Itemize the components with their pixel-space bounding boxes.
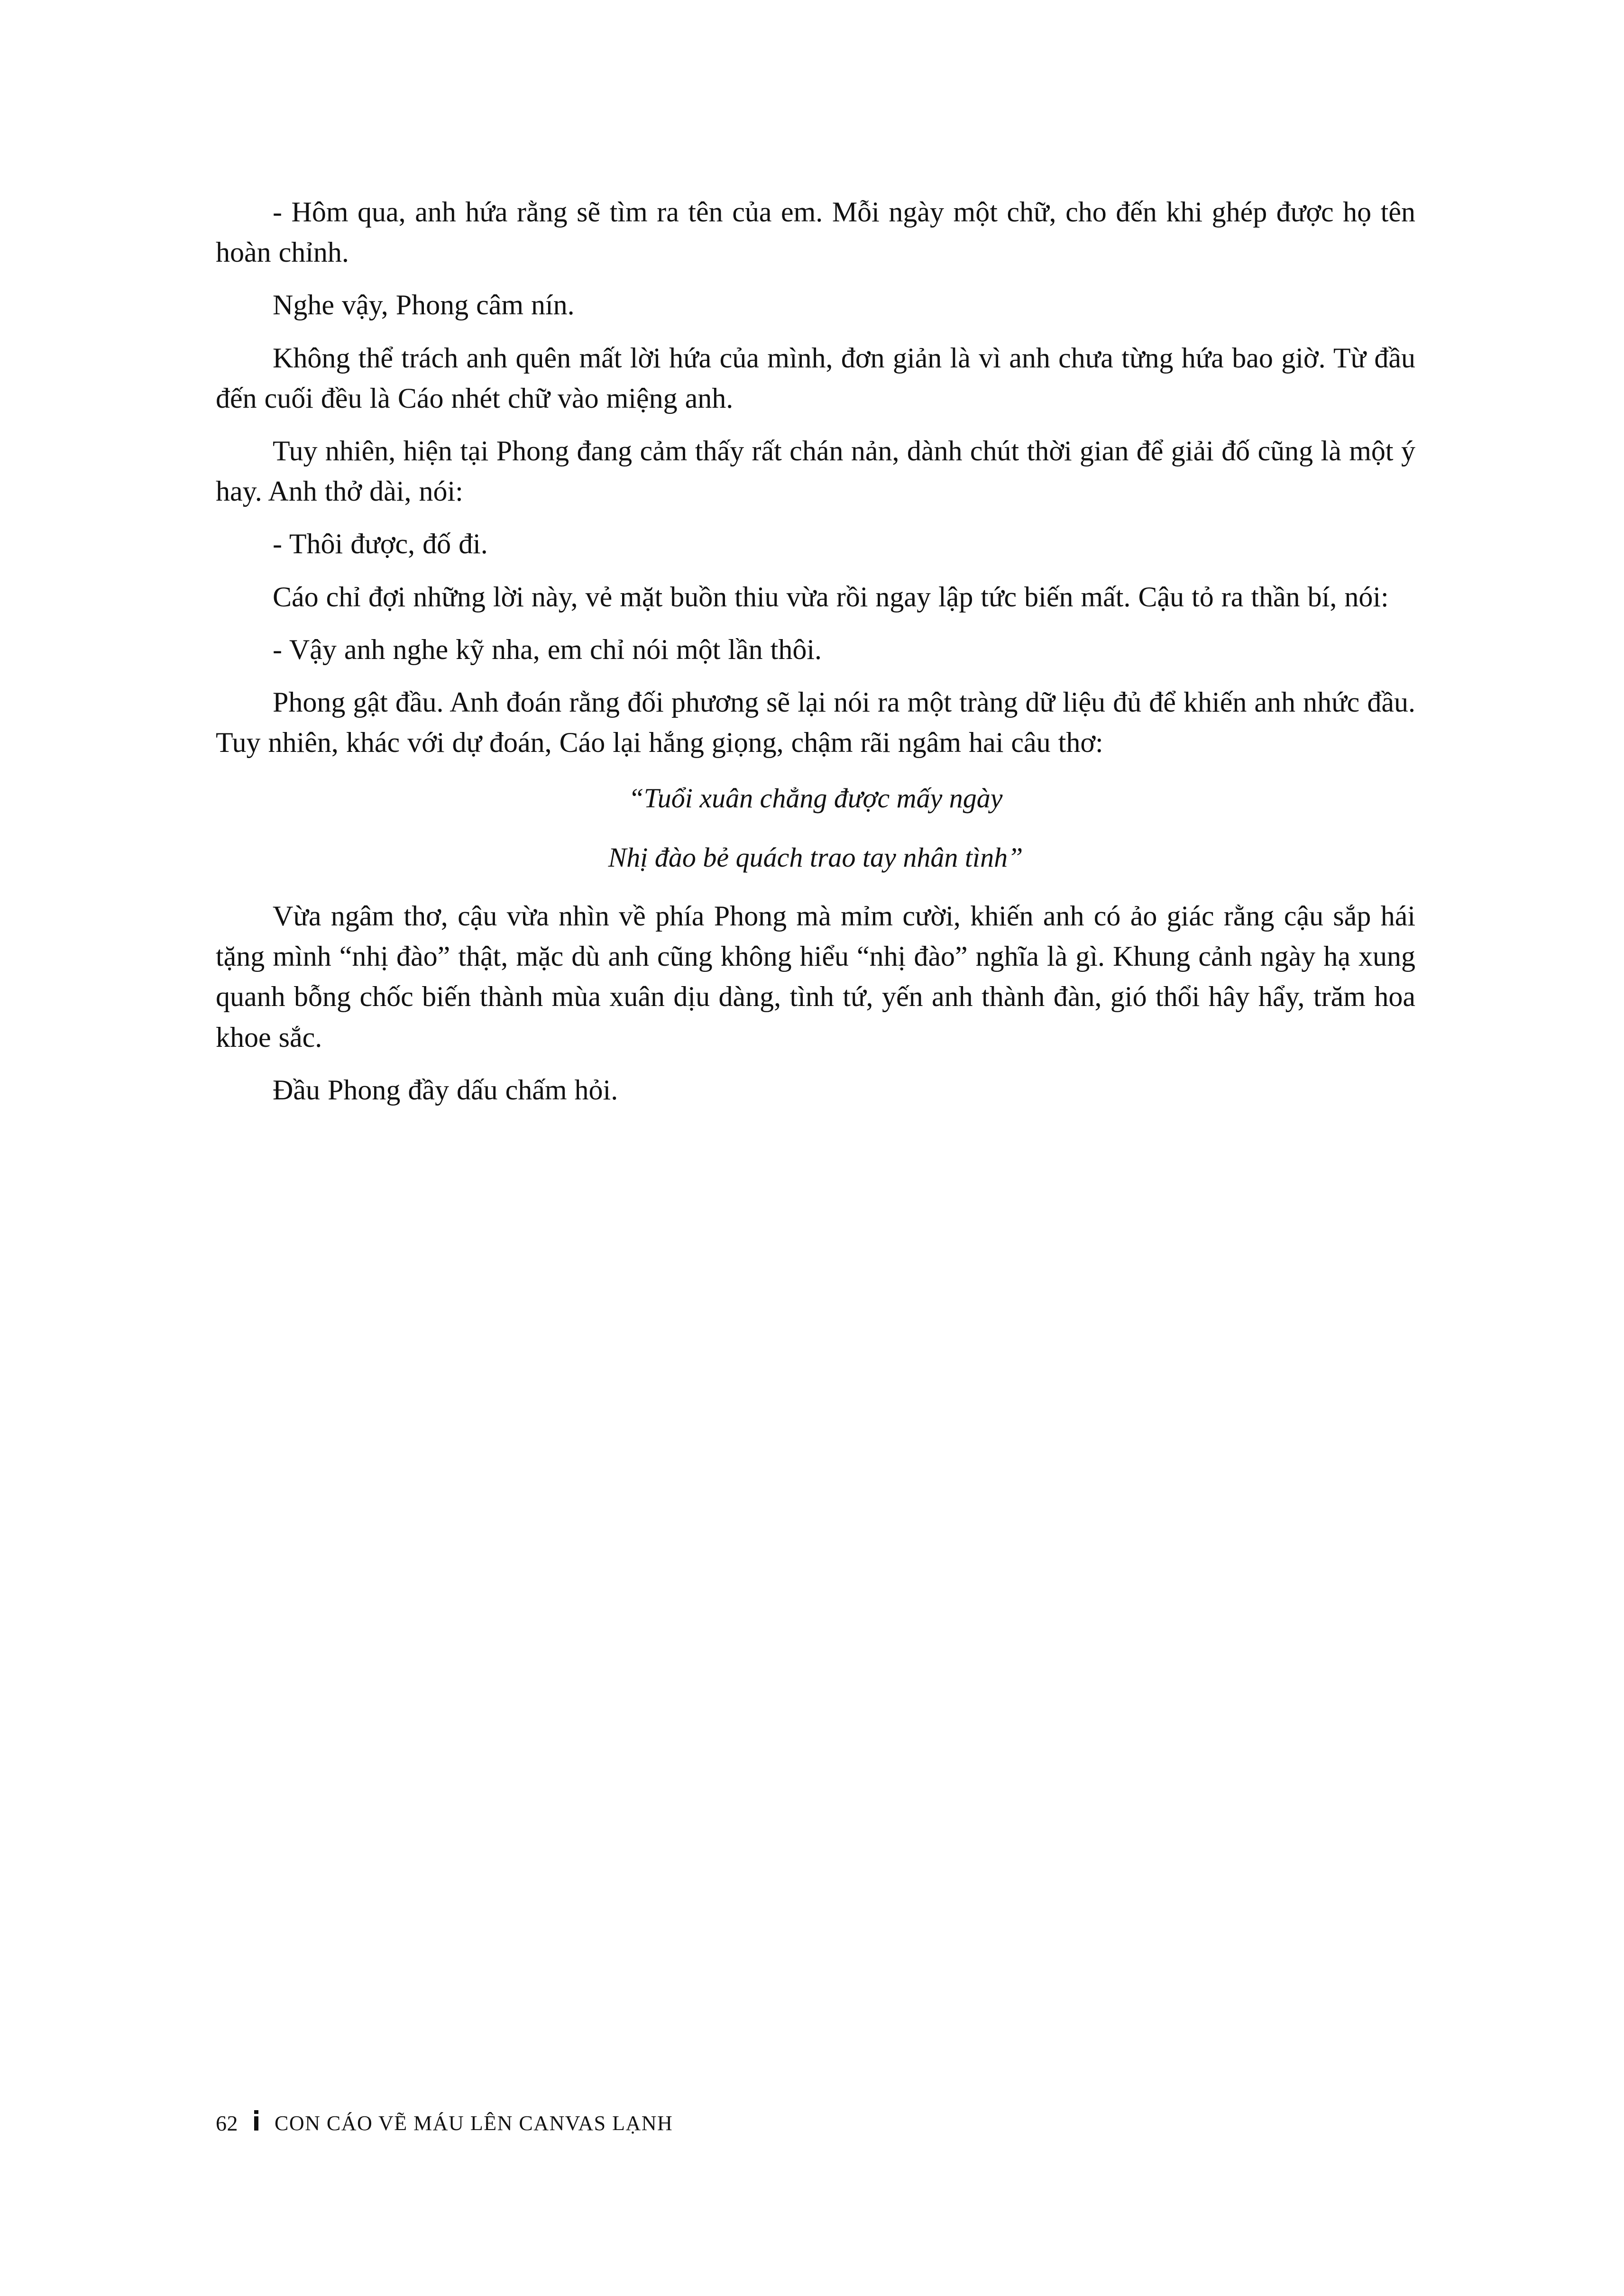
paragraph: Không thể trách anh quên mất lời hứa của mình, đơn giản là vì anh chưa từng hứa bao giờ. Từ đầu đến cuối đều là Cáo nhét chữ vào miệng anh. [216, 342, 1415, 414]
paragraph: Cáo chỉ đợi những lời này, vẻ mặt buồn thiu vừa rồi ngay lập tức biến mất. Cậu tỏ ra thần bí, nói: [273, 581, 1389, 613]
page-body [216, 192, 1415, 1123]
paragraph: Phong gật đầu. Anh đoán rằng đối phương sẽ lại nói ra một tràng dữ liệu đủ để khiến anh nhức đầu. Tuy nhiên, khác với dự đoán, Cáo lại hắng giọng, chậm rãi ngâm hai câu thơ: [216, 686, 1415, 759]
footer-book-title: CON CÁO VẼ MÁU LÊN CANVAS LẠNH [275, 2112, 673, 2135]
paragraph: Tuy nhiên, hiện tại Phong đang cảm thấy rất chán nản, dành chút thời gian để giải đố cũng là một ý hay. Anh thở dài, nói: [216, 435, 1415, 507]
paragraph: - Hôm qua, anh hứa rằng sẽ tìm ra tên của em. Mỗi ngày một chữ, cho đến khi ghép được họ tên hoàn chỉnh. [216, 196, 1415, 268]
paragraph: - Vậy anh nghe kỹ nha, em chỉ nói một lần thôi. [273, 633, 822, 665]
footer-ornament-icon [254, 2116, 258, 2131]
verse-block [216, 779, 1415, 877]
page-number: 62 [216, 2111, 238, 2135]
paragraph: Đầu Phong đầy dấu chấm hỏi. [273, 1074, 618, 1106]
paragraph: Vừa ngâm thơ, cậu vừa nhìn về phía Phong mà mỉm cười, khiến anh có ảo giác rằng cậu sắp hái tặng mình “nhị đào” thật, mặc dù anh cũng không hiểu “nhị đào” nghĩa là gì. Khung cảnh ngày hạ xung quanh bỗng chốc biến thành mùa xuân dịu dàng, tình tứ, yến anh thành đàn, gió thổi hây hẩy, trăm hoa khoe sắc. [216, 900, 1415, 1053]
paragraph: - Thôi được, đố đi. [273, 528, 488, 560]
page-footer [216, 2111, 1415, 2136]
paragraph: Nghe vậy, Phong câm nín. [273, 289, 575, 321]
verse-line: Nhị đào bẻ quách trao tay nhân tình” [608, 842, 1023, 873]
verse-line: “Tuổi xuân chẳng được mấy ngày [628, 783, 1003, 814]
